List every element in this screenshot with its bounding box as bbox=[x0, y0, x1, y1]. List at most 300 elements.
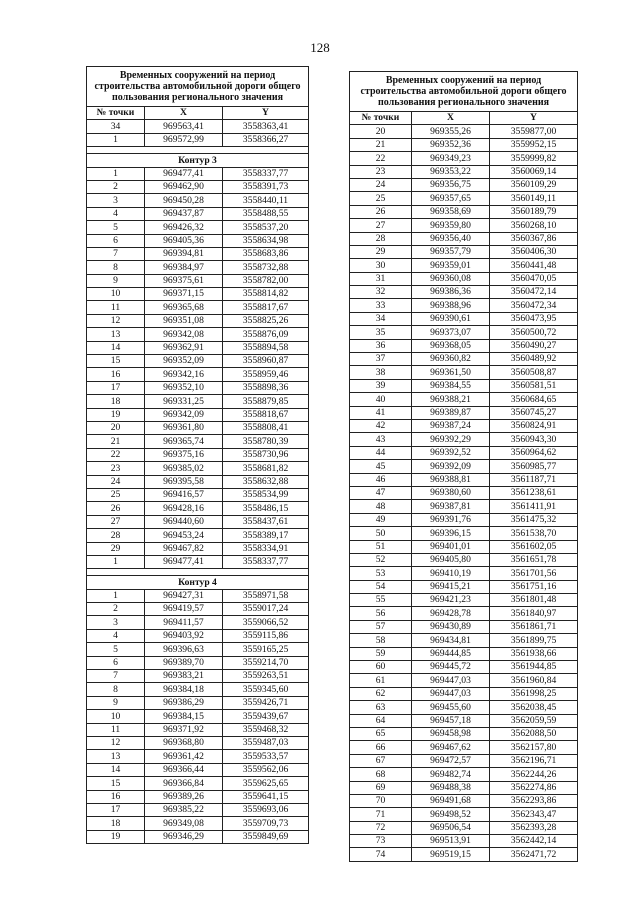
y-coordinate-cell: 3560490,27 bbox=[490, 339, 578, 352]
y-coordinate-cell: 3560470,05 bbox=[490, 272, 578, 285]
point-number-cell: 8 bbox=[87, 261, 145, 274]
table-row bbox=[87, 288, 309, 301]
y-coordinate-cell: 3560441,48 bbox=[490, 259, 578, 272]
section-header-row bbox=[87, 154, 309, 167]
y-coordinate-cell: 3561861,71 bbox=[490, 620, 578, 633]
x-coordinate-cell: 969331,25 bbox=[145, 395, 223, 408]
table-row bbox=[87, 448, 309, 461]
y-coordinate-cell: 3561751,16 bbox=[490, 580, 578, 593]
x-coordinate-cell: 969342,16 bbox=[145, 368, 223, 381]
x-coordinate-cell: 969457,18 bbox=[412, 714, 490, 727]
point-number-cell: 20 bbox=[350, 125, 412, 138]
x-coordinate-cell: 969384,18 bbox=[145, 683, 223, 696]
y-coordinate-cell: 3562343,47 bbox=[490, 808, 578, 821]
x-coordinate-cell: 969434,81 bbox=[412, 634, 490, 647]
y-coordinate-cell: 3558780,39 bbox=[223, 435, 309, 448]
y-coordinate-cell: 3559877,00 bbox=[490, 125, 578, 138]
x-coordinate-cell: 969572,99 bbox=[145, 133, 223, 146]
y-coordinate-cell: 3558681,82 bbox=[223, 462, 309, 475]
x-coordinate-cell: 969440,60 bbox=[145, 515, 223, 528]
x-coordinate-cell: 969472,57 bbox=[412, 754, 490, 767]
y-coordinate-cell: 3558366,27 bbox=[223, 133, 309, 146]
x-coordinate-cell: 969467,82 bbox=[145, 542, 223, 555]
x-coordinate-cell: 969482,74 bbox=[412, 768, 490, 781]
x-coordinate-cell: 969513,91 bbox=[412, 835, 490, 848]
x-coordinate-cell: 969371,15 bbox=[145, 288, 223, 301]
x-coordinate-cell: 969427,31 bbox=[145, 589, 223, 602]
x-coordinate-cell: 969430,89 bbox=[412, 620, 490, 633]
table-row bbox=[350, 366, 578, 379]
point-number-cell: 7 bbox=[87, 670, 145, 683]
y-coordinate-cell: 3559214,70 bbox=[223, 656, 309, 669]
table-caption: Временных сооружений на период строительства автомобильной дороги общего пользования регионального значения bbox=[350, 72, 578, 112]
y-coordinate-cell: 3558818,67 bbox=[223, 408, 309, 421]
x-coordinate-cell: 969444,85 bbox=[412, 647, 490, 660]
table-row bbox=[350, 741, 578, 754]
x-coordinate-cell: 969401,01 bbox=[412, 540, 490, 553]
table-row bbox=[87, 529, 309, 542]
y-coordinate-cell: 3560472,14 bbox=[490, 286, 578, 299]
y-coordinate-cell: 3560824,91 bbox=[490, 419, 578, 432]
x-coordinate-cell: 969458,98 bbox=[412, 727, 490, 740]
point-number-cell: 12 bbox=[87, 736, 145, 749]
spacer-row bbox=[87, 147, 309, 154]
point-number-cell: 47 bbox=[350, 486, 412, 499]
y-coordinate-cell: 3559017,24 bbox=[223, 603, 309, 616]
point-number-cell: 40 bbox=[350, 393, 412, 406]
point-number-cell: 35 bbox=[350, 326, 412, 339]
y-coordinate-cell: 3561475,32 bbox=[490, 513, 578, 526]
table-row bbox=[350, 808, 578, 821]
x-coordinate-cell: 969447,03 bbox=[412, 687, 490, 700]
point-number-cell: 1 bbox=[87, 555, 145, 568]
table-row bbox=[350, 701, 578, 714]
y-coordinate-cell: 3558634,98 bbox=[223, 234, 309, 247]
y-coordinate-cell: 3562293,86 bbox=[490, 794, 578, 807]
x-coordinate-cell: 969391,76 bbox=[412, 513, 490, 526]
table-row bbox=[87, 736, 309, 749]
x-coordinate-cell: 969388,81 bbox=[412, 473, 490, 486]
y-coordinate-cell: 3558959,46 bbox=[223, 368, 309, 381]
y-coordinate-cell: 3559066,52 bbox=[223, 616, 309, 629]
x-coordinate-cell: 969498,52 bbox=[412, 808, 490, 821]
table-row bbox=[87, 830, 309, 843]
table-row bbox=[87, 589, 309, 602]
table-row bbox=[87, 133, 309, 146]
x-coordinate-cell: 969426,32 bbox=[145, 221, 223, 234]
y-coordinate-cell: 3558337,77 bbox=[223, 555, 309, 568]
table-row bbox=[350, 674, 578, 687]
x-coordinate-cell: 969394,81 bbox=[145, 247, 223, 260]
y-coordinate-cell: 3559487,03 bbox=[223, 736, 309, 749]
point-number-cell: 72 bbox=[350, 821, 412, 834]
y-coordinate-cell: 3561187,71 bbox=[490, 473, 578, 486]
point-number-cell: 26 bbox=[87, 502, 145, 515]
table-row bbox=[87, 167, 309, 180]
x-coordinate-cell: 969428,78 bbox=[412, 607, 490, 620]
y-coordinate-cell: 3559468,32 bbox=[223, 723, 309, 736]
point-number-cell: 2 bbox=[87, 180, 145, 193]
point-number-cell: 66 bbox=[350, 741, 412, 754]
table-row bbox=[87, 670, 309, 683]
table-row bbox=[350, 205, 578, 218]
point-number-cell: 10 bbox=[87, 288, 145, 301]
x-coordinate-cell: 969386,36 bbox=[412, 286, 490, 299]
x-coordinate-cell: 969519,15 bbox=[412, 848, 490, 861]
point-number-cell: 21 bbox=[87, 435, 145, 448]
x-coordinate-cell: 969488,38 bbox=[412, 781, 490, 794]
x-coordinate-cell: 969415,21 bbox=[412, 580, 490, 593]
y-coordinate-cell: 3560500,72 bbox=[490, 326, 578, 339]
x-coordinate-cell: 969563,41 bbox=[145, 120, 223, 133]
point-number-cell: 57 bbox=[350, 620, 412, 633]
x-coordinate-cell: 969384,55 bbox=[412, 379, 490, 392]
table-row bbox=[350, 178, 578, 191]
point-number-cell: 15 bbox=[87, 777, 145, 790]
point-number-cell: 23 bbox=[87, 462, 145, 475]
table-row bbox=[350, 286, 578, 299]
y-coordinate-cell: 3558879,85 bbox=[223, 395, 309, 408]
y-coordinate-cell: 3562274,86 bbox=[490, 781, 578, 794]
point-number-cell: 61 bbox=[350, 674, 412, 687]
x-coordinate-cell: 969357,65 bbox=[412, 192, 490, 205]
table-row bbox=[87, 542, 309, 555]
point-number-cell: 39 bbox=[350, 379, 412, 392]
table-row bbox=[87, 435, 309, 448]
point-number-cell: 17 bbox=[87, 803, 145, 816]
table-row bbox=[350, 768, 578, 781]
x-coordinate-cell: 969447,03 bbox=[412, 674, 490, 687]
x-coordinate-cell: 969358,69 bbox=[412, 205, 490, 218]
y-coordinate-cell: 3560472,34 bbox=[490, 299, 578, 312]
table-row bbox=[350, 125, 578, 138]
x-coordinate-cell: 969450,28 bbox=[145, 194, 223, 207]
x-coordinate-cell: 969356,75 bbox=[412, 178, 490, 191]
y-coordinate-cell: 3560684,65 bbox=[490, 393, 578, 406]
x-coordinate-cell: 969445,72 bbox=[412, 661, 490, 674]
table-row bbox=[350, 848, 578, 861]
table-row bbox=[350, 661, 578, 674]
point-number-cell: 9 bbox=[87, 274, 145, 287]
point-number-cell: 73 bbox=[350, 835, 412, 848]
point-number-cell: 21 bbox=[350, 138, 412, 151]
point-number-cell: 28 bbox=[350, 232, 412, 245]
table-row bbox=[350, 379, 578, 392]
y-coordinate-cell: 3562244,26 bbox=[490, 768, 578, 781]
x-coordinate-cell: 969352,36 bbox=[412, 138, 490, 151]
point-number-cell: 54 bbox=[350, 580, 412, 593]
table-row bbox=[87, 247, 309, 260]
point-number-cell: 5 bbox=[87, 221, 145, 234]
point-number-cell: 2 bbox=[87, 603, 145, 616]
x-coordinate-cell: 969462,90 bbox=[145, 180, 223, 193]
table-row bbox=[350, 353, 578, 366]
table-row bbox=[350, 339, 578, 352]
point-number-cell: 37 bbox=[350, 353, 412, 366]
x-coordinate-cell: 969477,41 bbox=[145, 555, 223, 568]
contour-title: Контур 3 bbox=[87, 154, 309, 167]
table-row bbox=[350, 500, 578, 513]
x-coordinate-cell: 969388,96 bbox=[412, 299, 490, 312]
coordinates-table-left bbox=[86, 66, 309, 844]
point-number-cell: 17 bbox=[87, 381, 145, 394]
y-coordinate-cell: 3558391,73 bbox=[223, 180, 309, 193]
x-coordinate-cell: 969355,26 bbox=[412, 125, 490, 138]
point-number-cell: 41 bbox=[350, 406, 412, 419]
point-number-cell: 52 bbox=[350, 553, 412, 566]
y-coordinate-cell: 3560745,27 bbox=[490, 406, 578, 419]
point-number-cell: 9 bbox=[87, 696, 145, 709]
point-number-cell: 53 bbox=[350, 567, 412, 580]
y-coordinate-cell: 3559625,65 bbox=[223, 777, 309, 790]
spacer-cell bbox=[87, 147, 309, 154]
table-row bbox=[350, 473, 578, 486]
section-header-row bbox=[87, 576, 309, 589]
x-coordinate-cell: 969383,21 bbox=[145, 670, 223, 683]
point-number-cell: 13 bbox=[87, 328, 145, 341]
y-coordinate-cell: 3561840,97 bbox=[490, 607, 578, 620]
x-coordinate-cell: 969362,91 bbox=[145, 341, 223, 354]
page-number: 128 bbox=[310, 40, 330, 55]
table-row bbox=[87, 488, 309, 501]
y-coordinate-cell: 3562038,45 bbox=[490, 701, 578, 714]
table-row bbox=[87, 696, 309, 709]
point-number-cell: 38 bbox=[350, 366, 412, 379]
y-coordinate-cell: 3558363,41 bbox=[223, 120, 309, 133]
point-number-cell: 25 bbox=[87, 488, 145, 501]
y-coordinate-cell: 3559426,71 bbox=[223, 696, 309, 709]
point-number-cell: 18 bbox=[87, 395, 145, 408]
y-coordinate-cell: 3558960,87 bbox=[223, 355, 309, 368]
y-coordinate-cell: 3559849,69 bbox=[223, 830, 309, 843]
y-coordinate-cell: 3560489,92 bbox=[490, 353, 578, 366]
point-number-cell: 55 bbox=[350, 594, 412, 607]
table-row bbox=[350, 192, 578, 205]
table-row bbox=[87, 314, 309, 327]
table-row bbox=[350, 460, 578, 473]
point-number-cell: 62 bbox=[350, 687, 412, 700]
table-row bbox=[350, 446, 578, 459]
point-number-cell: 7 bbox=[87, 247, 145, 260]
y-coordinate-cell: 3561238,61 bbox=[490, 486, 578, 499]
point-number-cell: 31 bbox=[350, 272, 412, 285]
x-coordinate-cell: 969392,52 bbox=[412, 446, 490, 459]
point-number-cell: 46 bbox=[350, 473, 412, 486]
point-number-cell: 50 bbox=[350, 527, 412, 540]
x-coordinate-cell: 969342,08 bbox=[145, 328, 223, 341]
x-coordinate-cell: 969368,05 bbox=[412, 339, 490, 352]
point-number-cell: 34 bbox=[87, 120, 145, 133]
y-coordinate-cell: 3560406,30 bbox=[490, 245, 578, 258]
y-coordinate-cell: 3558534,99 bbox=[223, 488, 309, 501]
point-number-cell: 27 bbox=[350, 219, 412, 232]
point-number-cell: 70 bbox=[350, 794, 412, 807]
table-row bbox=[87, 777, 309, 790]
y-coordinate-cell: 3562196,71 bbox=[490, 754, 578, 767]
x-coordinate-cell: 969361,80 bbox=[145, 421, 223, 434]
table-row bbox=[87, 328, 309, 341]
y-coordinate-cell: 3558876,09 bbox=[223, 328, 309, 341]
point-number-cell: 3 bbox=[87, 194, 145, 207]
y-coordinate-cell: 3560069,14 bbox=[490, 165, 578, 178]
point-number-cell: 29 bbox=[87, 542, 145, 555]
y-coordinate-cell: 3561960,84 bbox=[490, 674, 578, 687]
y-coordinate-cell: 3558537,20 bbox=[223, 221, 309, 234]
y-coordinate-cell: 3562393,28 bbox=[490, 821, 578, 834]
y-coordinate-cell: 3561701,56 bbox=[490, 567, 578, 580]
table-row bbox=[350, 232, 578, 245]
contour-title: Контур 4 bbox=[87, 576, 309, 589]
y-coordinate-cell: 3560473,95 bbox=[490, 312, 578, 325]
x-coordinate-cell: 969349,23 bbox=[412, 152, 490, 165]
x-coordinate-cell: 969396,63 bbox=[145, 643, 223, 656]
y-coordinate-cell: 3559533,57 bbox=[223, 750, 309, 763]
x-coordinate-cell: 969375,61 bbox=[145, 274, 223, 287]
point-number-cell: 36 bbox=[350, 339, 412, 352]
x-coordinate-cell: 969357,79 bbox=[412, 245, 490, 258]
x-coordinate-cell: 969375,16 bbox=[145, 448, 223, 461]
table-row bbox=[87, 656, 309, 669]
point-number-cell: 1 bbox=[87, 589, 145, 602]
table-row bbox=[87, 603, 309, 616]
table-row bbox=[87, 502, 309, 515]
table-row bbox=[350, 540, 578, 553]
point-number-cell: 20 bbox=[87, 421, 145, 434]
y-coordinate-cell: 3558440,11 bbox=[223, 194, 309, 207]
point-number-cell: 15 bbox=[87, 355, 145, 368]
y-coordinate-cell: 3559709,73 bbox=[223, 817, 309, 830]
y-coordinate-cell: 3560985,77 bbox=[490, 460, 578, 473]
y-coordinate-cell: 3560109,29 bbox=[490, 178, 578, 191]
x-coordinate-cell: 969389,70 bbox=[145, 656, 223, 669]
coordinates-table-right bbox=[349, 71, 578, 862]
x-coordinate-cell: 969467,62 bbox=[412, 741, 490, 754]
y-coordinate-cell: 3561411,91 bbox=[490, 500, 578, 513]
table-row bbox=[350, 527, 578, 540]
y-coordinate-cell: 3559439,67 bbox=[223, 710, 309, 723]
table-row bbox=[87, 817, 309, 830]
y-coordinate-cell: 3559345,60 bbox=[223, 683, 309, 696]
y-coordinate-cell: 3560508,87 bbox=[490, 366, 578, 379]
point-number-cell: 32 bbox=[350, 286, 412, 299]
y-coordinate-cell: 3558488,55 bbox=[223, 207, 309, 220]
y-coordinate-cell: 3560149,11 bbox=[490, 192, 578, 205]
x-coordinate-cell: 969351,08 bbox=[145, 314, 223, 327]
table-row bbox=[87, 395, 309, 408]
y-coordinate-cell: 3558971,58 bbox=[223, 589, 309, 602]
point-number-cell: 23 bbox=[350, 165, 412, 178]
x-coordinate-cell: 969477,41 bbox=[145, 167, 223, 180]
y-coordinate-cell: 3561899,75 bbox=[490, 634, 578, 647]
x-coordinate-cell: 969371,92 bbox=[145, 723, 223, 736]
table-row bbox=[87, 341, 309, 354]
x-coordinate-cell: 969365,74 bbox=[145, 435, 223, 448]
x-coordinate-cell: 969384,97 bbox=[145, 261, 223, 274]
point-number-cell: 16 bbox=[87, 368, 145, 381]
table-row bbox=[350, 312, 578, 325]
y-coordinate-cell: 3560268,10 bbox=[490, 219, 578, 232]
table-row bbox=[350, 486, 578, 499]
table-row bbox=[350, 567, 578, 580]
x-coordinate-cell: 969361,42 bbox=[145, 750, 223, 763]
y-coordinate-cell: 3559263,51 bbox=[223, 670, 309, 683]
y-coordinate-cell: 3558898,36 bbox=[223, 381, 309, 394]
y-coordinate-cell: 3560964,62 bbox=[490, 446, 578, 459]
point-number-cell: 11 bbox=[87, 301, 145, 314]
table-row bbox=[87, 643, 309, 656]
point-number-cell: 14 bbox=[87, 763, 145, 776]
point-number-cell: 69 bbox=[350, 781, 412, 794]
y-coordinate-cell: 3559641,15 bbox=[223, 790, 309, 803]
table-row bbox=[87, 274, 309, 287]
point-number-cell: 27 bbox=[87, 515, 145, 528]
x-coordinate-cell: 969360,08 bbox=[412, 272, 490, 285]
table-row bbox=[350, 754, 578, 767]
point-number-cell: 29 bbox=[350, 245, 412, 258]
y-coordinate-cell: 3561938,66 bbox=[490, 647, 578, 660]
y-coordinate-cell: 3561538,70 bbox=[490, 527, 578, 540]
table-row bbox=[87, 683, 309, 696]
table-row bbox=[350, 835, 578, 848]
x-coordinate-cell: 969455,60 bbox=[412, 701, 490, 714]
table-row bbox=[87, 750, 309, 763]
x-coordinate-cell: 969352,10 bbox=[145, 381, 223, 394]
x-coordinate-cell: 969403,92 bbox=[145, 629, 223, 642]
table-row bbox=[87, 408, 309, 421]
point-number-cell: 13 bbox=[87, 750, 145, 763]
table-row bbox=[87, 221, 309, 234]
spacer-row bbox=[87, 569, 309, 576]
table-row bbox=[87, 723, 309, 736]
y-coordinate-cell: 3559115,86 bbox=[223, 629, 309, 642]
table-row bbox=[87, 616, 309, 629]
point-number-cell: 45 bbox=[350, 460, 412, 473]
table-row bbox=[350, 553, 578, 566]
table-row bbox=[350, 714, 578, 727]
y-coordinate-cell: 3562157,80 bbox=[490, 741, 578, 754]
table-row bbox=[87, 710, 309, 723]
column-header-y: Y bbox=[490, 112, 578, 125]
table-row bbox=[87, 763, 309, 776]
y-coordinate-cell: 3560367,86 bbox=[490, 232, 578, 245]
table-row bbox=[350, 687, 578, 700]
x-coordinate-cell: 969356,40 bbox=[412, 232, 490, 245]
point-number-cell: 14 bbox=[87, 341, 145, 354]
x-coordinate-cell: 969385,22 bbox=[145, 803, 223, 816]
y-coordinate-cell: 3558486,15 bbox=[223, 502, 309, 515]
point-number-cell: 59 bbox=[350, 647, 412, 660]
table-row bbox=[87, 515, 309, 528]
y-coordinate-cell: 3558817,67 bbox=[223, 301, 309, 314]
x-coordinate-cell: 969373,07 bbox=[412, 326, 490, 339]
point-number-cell: 3 bbox=[87, 616, 145, 629]
point-number-cell: 49 bbox=[350, 513, 412, 526]
table-row bbox=[350, 406, 578, 419]
point-number-cell: 67 bbox=[350, 754, 412, 767]
table-row bbox=[350, 326, 578, 339]
x-coordinate-cell: 969396,15 bbox=[412, 527, 490, 540]
y-coordinate-cell: 3559999,82 bbox=[490, 152, 578, 165]
point-number-cell: 16 bbox=[87, 790, 145, 803]
point-number-cell: 65 bbox=[350, 727, 412, 740]
y-coordinate-cell: 3562088,50 bbox=[490, 727, 578, 740]
table-row bbox=[87, 180, 309, 193]
table-row bbox=[350, 607, 578, 620]
y-coordinate-cell: 3558632,88 bbox=[223, 475, 309, 488]
table-row bbox=[87, 475, 309, 488]
table-row bbox=[350, 219, 578, 232]
table-row bbox=[87, 790, 309, 803]
